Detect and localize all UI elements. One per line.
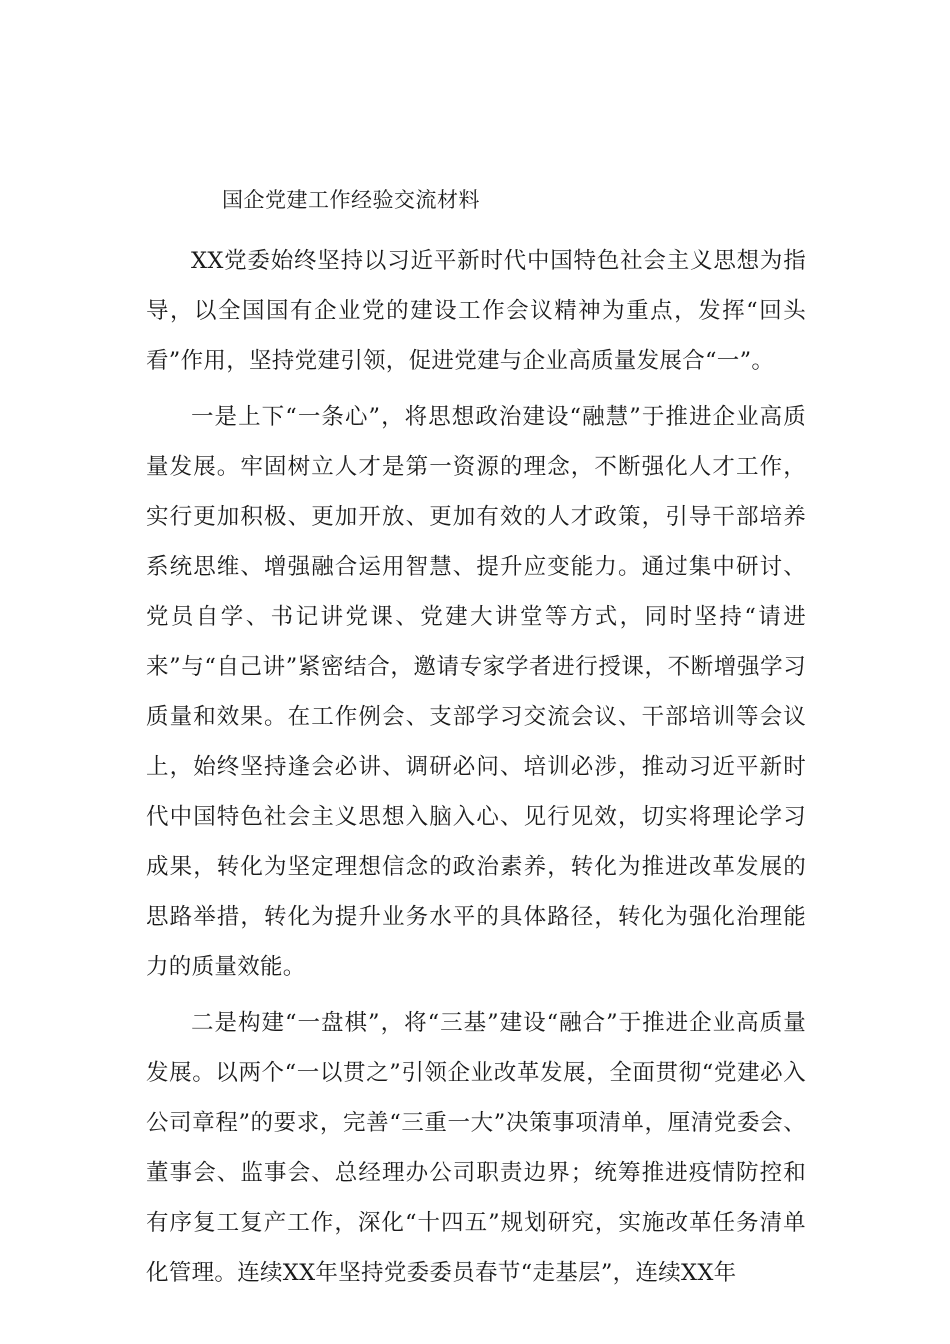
paragraph-intro: XX党委始终坚持以习近平新时代中国特色社会主义思想为指导，以全国国有企业党的建设工作会议精神为重点，发挥“回头看”作用，坚持党建引领，促进党建与企业高质量发展合“一”。 — [146, 248, 806, 374]
paragraph-point-one: 一是上下“一条心”，将思想政治建设“融慧”于推进企业高质量发展。牢固树立人才是第一资源的理念，不断强化人才工作，实行更加积极、更加开放、更加有效的人才政策，引导干部培养系统思维、增强融合运用智慧、提升应变能力。通过集中研讨、党员自学、书记讲党课、党建大讲堂等方式，同时坚持“请进来”与“自己讲”紧密结合，邀请专家学者进行授课，不断增强学习质量和效果。在工作例会、支部学习交流会议、干部培训等会议上，始终坚持逢会必讲、调研必问、培训必涉，推动习近平新时代中国特色社会主义思想入脑入心、见行见效，切实将理论学习成果，转化为坚定理想信念的政治素养，转化为推进改革发展的思路举措，转化为提升业务水平的具体路径，转化为强化治理能力的质量效能。 — [146, 404, 806, 980]
document-title: 国企党建工作经验交流材料 — [222, 188, 480, 212]
paragraph-point-two: 二是构建“一盘棋”，将“三基”建设“融合”于推进企业高质量发展。以两个“一以贯之”引领企业改革发展，全面贯彻“党建必入公司章程”的要求，完善“三重一大”决策事项清单，厘清党委会、董事会、监事会、总经理办公司职责边界；统筹推进疫情防控和有序复工复产工作，深化“十四五”规划研究，实施改革任务清单化管理。连续XX年坚持党委委员春节“走基层”，连续XX年 — [146, 1010, 806, 1286]
document-body — [146, 236, 806, 1298]
